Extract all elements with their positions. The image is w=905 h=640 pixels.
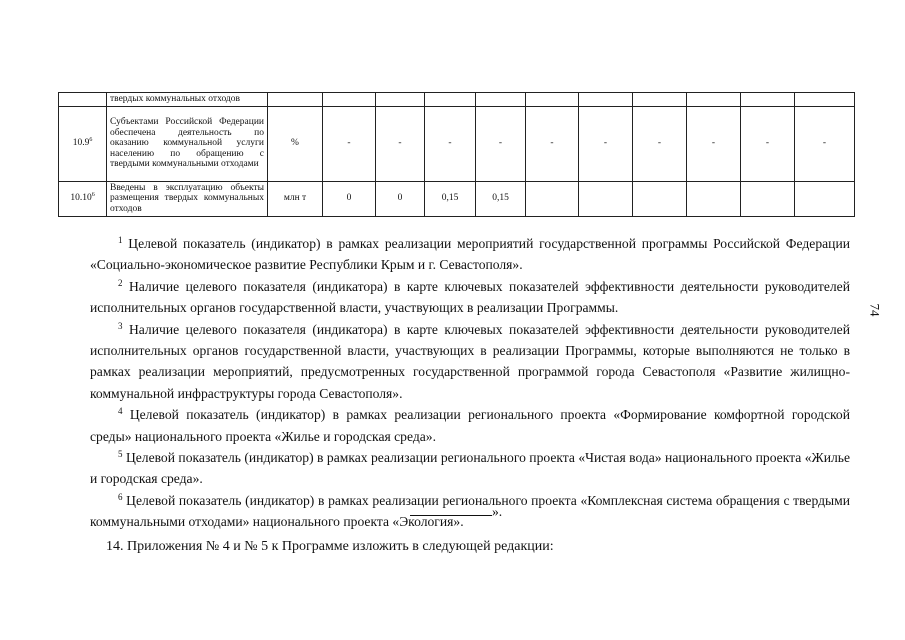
table-cell-value: - bbox=[376, 106, 425, 181]
table-cell-value: - bbox=[579, 106, 633, 181]
footnote: $^3$ Наличие целевого показателя (индикатора) в карте ключевых показателей эффективности деятельности руководителей исполнительных органов государственной власти, участвующих в реализации Программы, которые выполняются не только в рамках реализации мероприятий, предусмотренных государственной программой города Севастополя «Развитие жилищно-коммунальной инфраструктуры города Севастополя». bbox=[90, 320, 850, 401]
table-cell-value: - bbox=[323, 106, 376, 181]
page-number: 74 bbox=[867, 303, 883, 317]
footnotes bbox=[90, 233, 850, 533]
table-cell-num: 10.9$^6$ bbox=[59, 106, 107, 181]
separator-line bbox=[410, 501, 492, 516]
footnote: $^1$ Целевой показатель (индикатор) в рамках реализации мероприятий государственной программы Российской Федерации «Социально-экономическое развитие Республики Крым и г. Севастополя». bbox=[90, 235, 850, 273]
table-cell-value: 0 bbox=[323, 181, 376, 216]
table-cell-value: - bbox=[795, 106, 855, 181]
footnote: $^6$ Целевой показатель (индикатор) в рамках реализации регионального проекта «Комплексная система обращения с твердыми коммунальными отходами» национального проекта «Экология». bbox=[90, 491, 850, 530]
table-cell-value bbox=[526, 181, 579, 216]
table-cell bbox=[59, 93, 107, 107]
table-row-continuation bbox=[59, 93, 855, 107]
table-cell-value: - bbox=[425, 106, 476, 181]
table-row bbox=[59, 181, 855, 216]
item-14-paragraph: 14. Приложения № 4 и № 5 к Программе изложить в следующей редакции: bbox=[106, 539, 554, 554]
footnote: $^4$ Целевой показатель (индикатор) в рамках реализации регионального проекта «Формирование комфортной городской среды» национального проекта «Жилье и городская среда». bbox=[90, 406, 850, 444]
table-cell-num: 10.10$^6$ bbox=[59, 181, 107, 216]
closing-quote: ». bbox=[410, 501, 502, 522]
footnote: $^5$ Целевой показатель (индикатор) в рамках реализации регионального проекта «Чистая вода» национального проекта «Жилье и городская среда». bbox=[90, 449, 850, 487]
table-cell-value: 0 bbox=[376, 181, 425, 216]
table-row bbox=[59, 106, 855, 181]
footnote: $^2$ Наличие целевого показателя (индикатора) в карте ключевых показателей эффективности деятельности руководителей исполнительных органов государственной власти, участвующих в реализации Программы. bbox=[90, 277, 850, 316]
table-cell-value: 0,15 bbox=[476, 181, 526, 216]
table-cell-value: - bbox=[633, 106, 687, 181]
table-cell-value: - bbox=[476, 106, 526, 181]
table-cell-value bbox=[633, 181, 687, 216]
table-cell-desc: твердых коммунальных отходов bbox=[107, 93, 268, 107]
table-cell-value bbox=[687, 181, 741, 216]
table-cell-value: - bbox=[687, 106, 741, 181]
table-cell-value: 0,15 bbox=[425, 181, 476, 216]
table-cell-value: - bbox=[526, 106, 579, 181]
table-cell-unit: % bbox=[268, 106, 323, 181]
table-cell-desc: Субъектами Российской Федерации обеспечена деятельность по оказанию коммунальной услуги населению по обращению с твердыми коммунальными отходами bbox=[107, 106, 268, 181]
indicators-table bbox=[58, 92, 855, 217]
table-cell-desc: Введены в эксплуатацию объекты размещения твердых коммунальных отходов bbox=[107, 181, 268, 216]
table-cell-unit: млн т bbox=[268, 181, 323, 216]
table-cell-value: - bbox=[741, 106, 795, 181]
table-cell-value bbox=[795, 181, 855, 216]
table-cell-value bbox=[579, 181, 633, 216]
table-cell-value bbox=[741, 181, 795, 216]
